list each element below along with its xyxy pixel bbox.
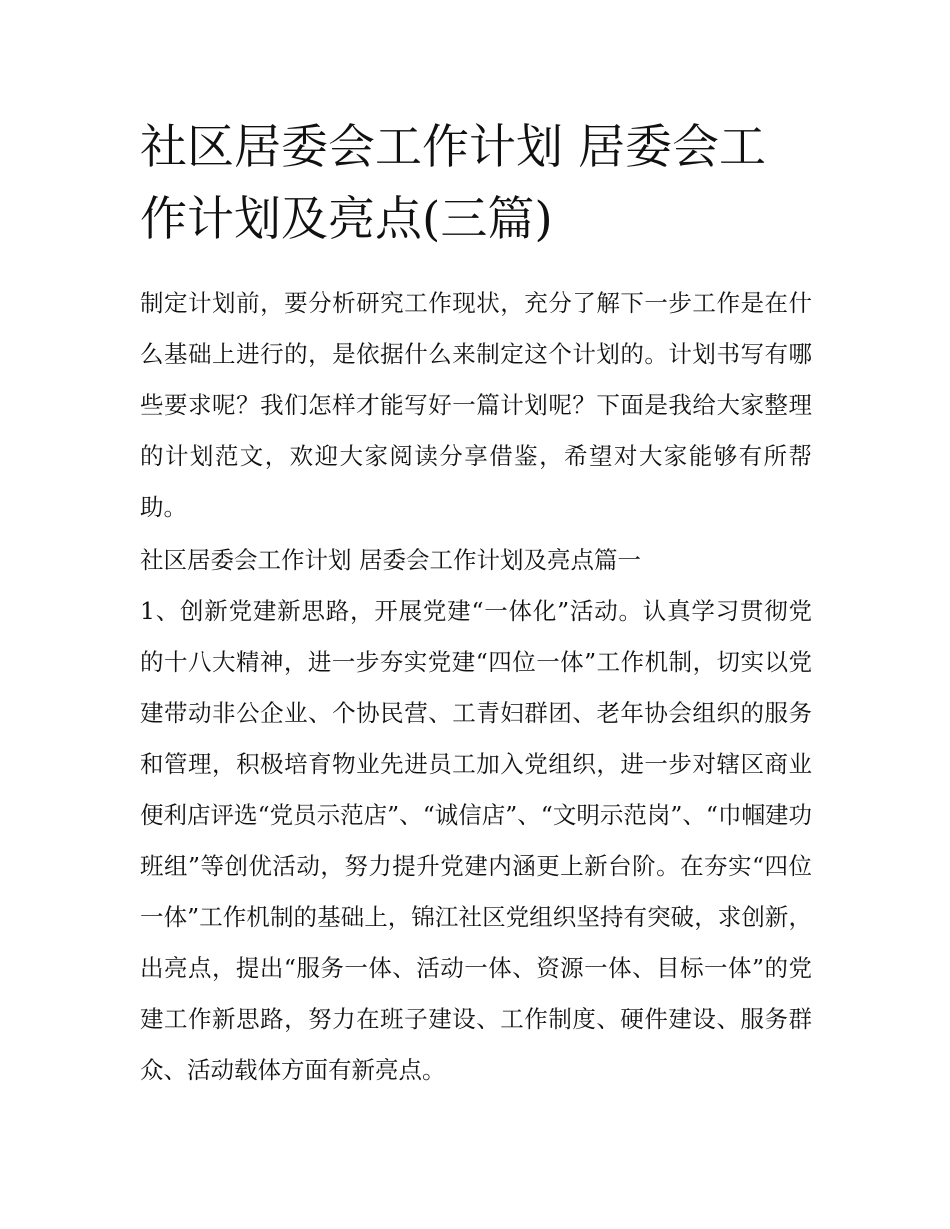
- document-body: [140, 112, 812, 1096]
- intro-paragraph: 制定计划前，要分析研究工作现状，充分了解下一步工作是在什么基础上进行的，是依据什么来制定这个计划的。计划书写有哪些要求呢？我们怎样才能写好一篇计划呢？下面是我给大家整理的计划范文，欢迎大家阅读分享借鉴，希望对大家能够有所帮助。: [140, 289, 812, 521]
- section-heading: 社区居委会工作计划 居委会工作计划及亮点篇一: [140, 546, 641, 574]
- document-title: 社区居委会工作计划 居委会工作计划及亮点(三篇): [140, 120, 766, 247]
- body-paragraph: 1、创新党建新思路，开展党建“一体化”活动。认真学习贯彻党的十八大精神，进一步夯实党建“四位一体”工作机制，切实以党建带动非公企业、个协民营、工青妇群团、老年协会组织的服务和管理，积极培育物业先进员工加入党组织，进一步对辖区商业便利店评选“党员示范店”、“诚信店”、“文明示范岗”、“巾帼建功班组”等创优活动，努力提升党建内涵更上新台阶。在夯实“四位一体”工作机制的基础上，锦江社区党组织坚持有突破，求创新，出亮点，提出“服务一体、活动一体、资源一体、目标一体”的党建工作新思路，努力在班子建设、工作制度、硬件建设、服务群众、活动载体方面有新亮点。: [140, 597, 812, 1084]
